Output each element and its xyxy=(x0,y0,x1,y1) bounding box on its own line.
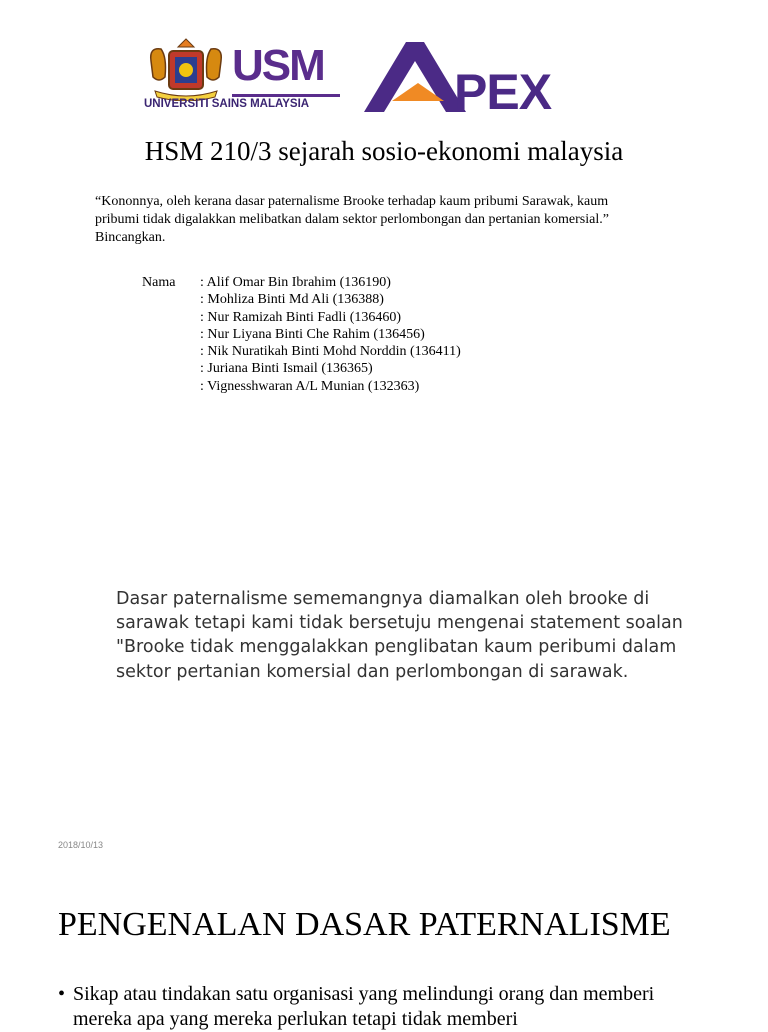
bullet-item: • Sikap atau tindakan satu organisasi yang melindungi orang dan memberi mereka apa yang mereka perlukan tetapi tidak memberi xyxy=(58,982,698,1032)
page-title: HSM 210/3 sejarah sosio-ekonomi malaysia xyxy=(144,136,624,166)
usm-wordmark: USM xyxy=(232,41,324,90)
usm-wordmark-rule xyxy=(232,94,340,97)
usm-name: UNIVERSITI SAINS MALAYSIA xyxy=(144,98,310,110)
member-item: : Vignesshwaran A/L Munian (132363) xyxy=(200,378,420,394)
member-item: : Nik Nuratikah Binti Mohd Norddin (136411) xyxy=(200,344,461,360)
essay-question: “Kononnya, oleh kerana dasar paternalisme Brooke terhadap kaum pribumi Sarawak, kaum pribumi tidak digalakkan melibatkan dalam sektor perlombongan dan pertanian komersial.” Bincangkan. xyxy=(95,194,609,245)
section-heading: PENGENALAN DASAR PATERNALISME xyxy=(58,906,671,943)
member-item: : Juriana Binti Ismail (136365) xyxy=(200,361,373,377)
member-item: : Nur Ramizah Binti Fadli (136460) xyxy=(200,309,402,325)
members-label: Nama xyxy=(142,275,176,290)
member-item: : Mohliza Binti Md Ali (136388) xyxy=(200,292,384,308)
slide-date: 2018/10/13 xyxy=(58,840,104,850)
usm-crest-logo xyxy=(145,37,227,101)
logo-banner xyxy=(140,34,610,118)
bullet-list xyxy=(58,982,698,1032)
svg-text:PEX: PEX xyxy=(454,64,552,114)
member-item: : Alif Omar Bin Ibrahim (136190) xyxy=(200,275,391,290)
member-item: : Nur Liyana Binti Che Rahim (136456) xyxy=(200,326,425,342)
apex-logo xyxy=(362,39,602,114)
position-statement: Dasar paternalisme sememangnya diamalkan oleh brooke di sarawak tetapi kami tidak bersetuju mengenai statement soalan "Brooke tidak menggalakkan penglibatan kaum peribumi dalam sektor pertanian komersial dan perlombongan di sarawak. xyxy=(116,589,683,682)
